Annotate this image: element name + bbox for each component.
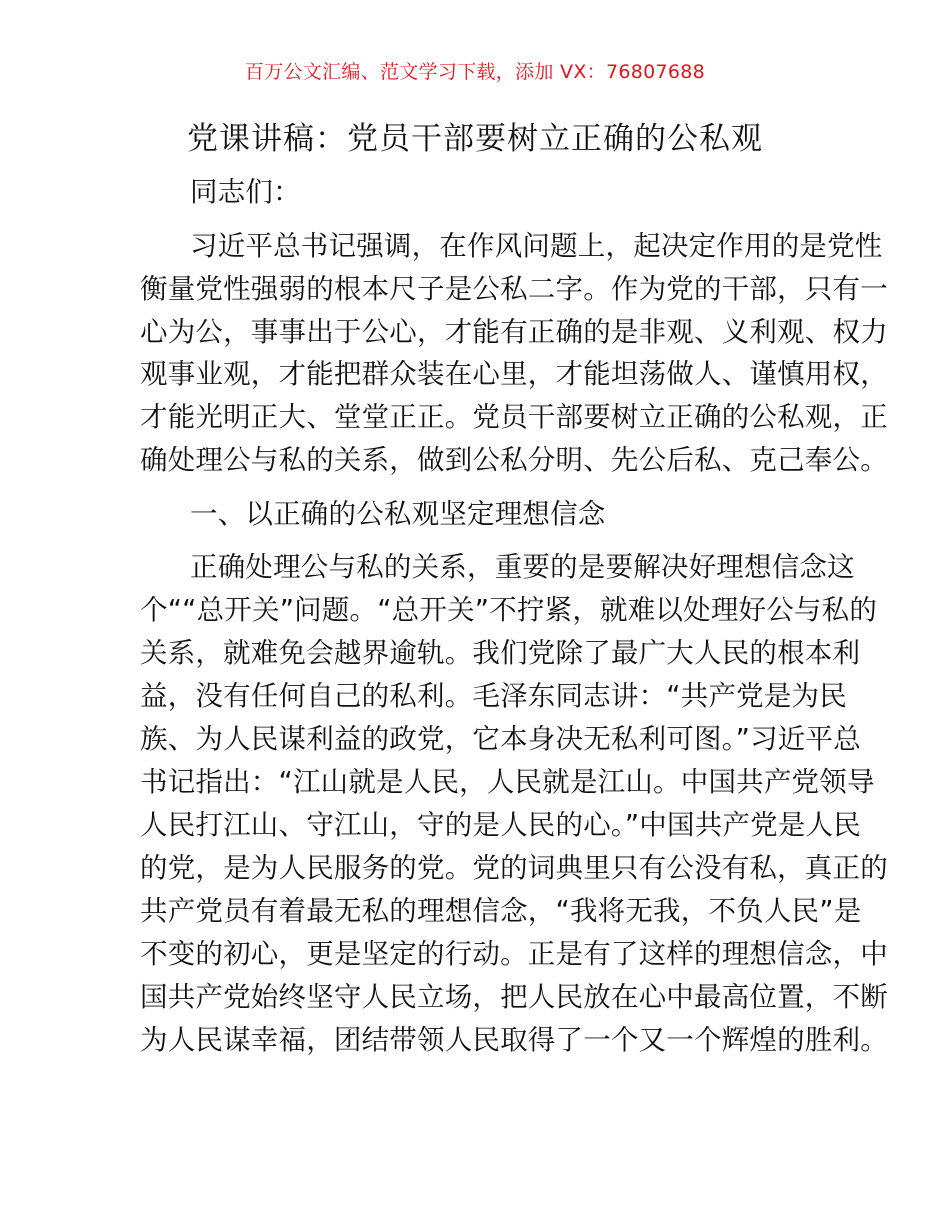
paragraph-line: 正确处理公与私的关系，重要的是要解决好理想信念这: [190, 551, 855, 583]
paragraph-line: 才能光明正大、堂堂正正。党员干部要树立正确的公私观，正: [140, 401, 888, 433]
paragraph-line: 共产党员有着最无私的理想信念，“我将无我，不负人民”是: [140, 895, 862, 927]
paragraph-line: 的党，是为人民服务的党。党的词典里只有公没有私，真正的: [140, 852, 888, 884]
paragraph-line: 确处理公与私的关系，做到公私分明、先公后私、克己奉公。: [140, 444, 888, 476]
paragraph-line: 心为公，事事出于公心，才能有正确的是非观、义利观、权力: [140, 316, 888, 348]
paragraph-line: 书记指出：“江山就是人民，人民就是江山。中国共产党领导: [140, 766, 875, 798]
paragraph-line: 习近平总书记强调，在作风问题上，起决定作用的是党性: [190, 230, 883, 262]
document-title: 党课讲稿：党员干部要树立正确的公私观: [187, 121, 763, 157]
paragraph-line: 衡量党性强弱的根本尺子是公私二字。作为党的干部，只有一: [140, 273, 888, 305]
paragraph-line: 为人民谋幸福，团结带领人民取得了一个又一个辉煌的胜利。: [140, 1024, 888, 1056]
watermark-banner: 百万公文汇编、范文学习下载，添加 VX：76807688: [244, 61, 706, 83]
paragraph-line: 人民打江山、守江山，守的是人民的心。”中国共产党是人民: [140, 809, 861, 841]
paragraph-line: 不变的初心，更是坚定的行动。正是有了这样的理想信念，中: [140, 938, 888, 970]
paragraph-line: 观事业观，才能把群众装在心里，才能坦荡做人、谨慎用权，: [140, 358, 888, 390]
salutation: 同志们：: [190, 176, 301, 208]
paragraph-line: 个““总开关”问题。“总开关”不拧紧，就难以处理好公与私的: [140, 594, 878, 626]
section-heading: 一、以正确的公私观坚定理想信念: [190, 498, 606, 530]
paragraph-line: 益，没有任何自己的私利。毛泽东同志讲：“共产党是为民: [140, 680, 847, 712]
paragraph-line: 关系，就难免会越界逾轨。我们党除了最广大人民的根本利: [140, 637, 861, 669]
paragraph-line: 族、为人民谋利益的政党，它本身决无私利可图。”习近平总: [140, 723, 861, 755]
paragraph-line: 国共产党始终坚守人民立场，把人民放在心中最高位置，不断: [140, 981, 888, 1013]
